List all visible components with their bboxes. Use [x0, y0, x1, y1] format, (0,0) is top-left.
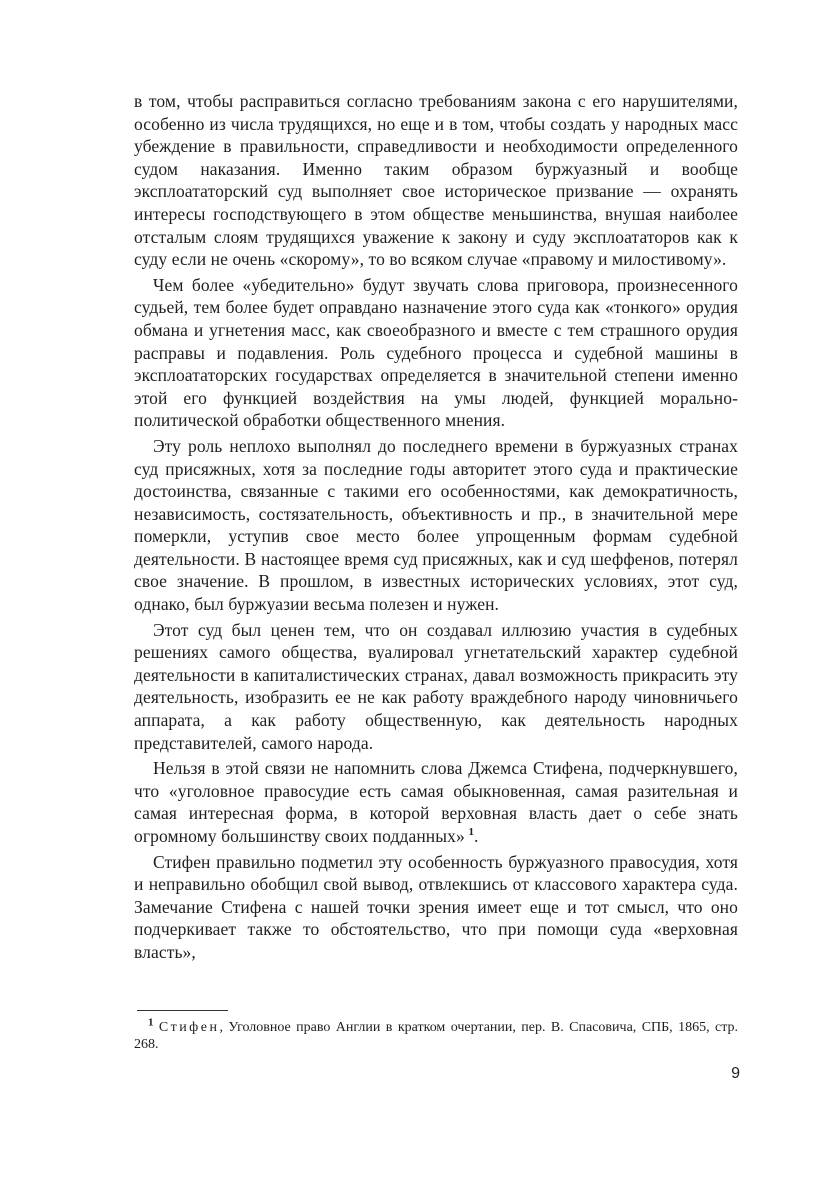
- footnote-reference: 1: [468, 826, 475, 839]
- paragraph-4: Этот суд был ценен тем, что он создавал иллюзию участия в судебных решениях самого общества, вуалировал угнетательский характер судебной деятельности в капиталистических странах, давал возможность прикрасить эту деятельность, изобразить ее не как работу враждебного народу чиновничьего аппарата, а как работу общественную, как деятельность народных представителей, самого народа.: [134, 619, 738, 753]
- footnote-text: , Уголовное право Англии в кратком очертании, пер. В. Спасовича, СПБ, 1865, стр. 268.: [134, 1020, 739, 1052]
- footnote-author: Стифен: [158, 1020, 220, 1035]
- footnote-divider: [137, 1010, 228, 1011]
- footnote-marker: 1: [148, 1016, 154, 1029]
- body-text: [134, 90, 738, 964]
- paragraph-5-text: Нельзя в этой связи не напомнить слова Джемса Стифена, подчеркнувшего, что «уголовное правосудие есть самая обыкновенная, самая разительная и самая интересная форма, в которой верховная власть дает о себе знать огромному большинству своих подданных»: [134, 758, 738, 846]
- paragraph-3: Эту роль неплохо выполнял до последнего времени в буржуазных странах суд присяжных, хотя за последние годы авторитет этого суда и практические достоинства, связанные с такими его особенностями, как демократичность, независимость, состязательность, объективность и пр., в значительной мере померкли, уступив свое место более упрощенным формам судебной деятельности. В настоящее время суд присяжных, как и суд шеффенов, потерял свое значение. В прошлом, в известных исторических условиях, этот суд, однако, был буржуазии весьма полезен и нужен.: [134, 435, 738, 615]
- paragraph-5: Нельзя в этой связи не напомнить слова Джемса Стифена, подчеркнувшего, что «уголовное правосудие есть самая обыкновенная, самая разительная и самая интересная форма, в которой верховная власть дает о себе знать огромному большинству своих подданных» $^1$.: [134, 758, 738, 846]
- paragraph-2: Чем более «убедительно» будут звучать слова приговора, произнесенного судьей, тем более будет оправдано назначение этого суда как «тонкого» орудия обмана и угнетения масс, как своеобразного и вместе с тем страшного орудия расправы и подавления. Роль судебного процесса и судебной машины в эксплоататорских государствах определяется в значительной степени именно этой его функцией воздействия на умы людей, функцией морально-политической обработки общественного мнения.: [134, 274, 738, 431]
- page-number: 9: [731, 1065, 740, 1082]
- footnote: [134, 1016, 739, 1053]
- paragraph-1: в том, чтобы расправиться согласно требованиям закона с его нарушителями, особенно из числа трудящихся, но еще и в том, чтобы создать у народных масс убеждение в правильности, справедливости и необходимости определенного судом наказания. Именно таким образом буржуазный и вообще эксплоататорский суд выполняет свое историческое призвание — охранять интересы господствующего в этом обществе меньшинства, внушая наиболее отсталым слоям трудящихся уважение к закону и суду эксплоататоров как к суду если не очень «скорому», то во всяком случае «правому и милостивому».: [134, 91, 738, 270]
- paragraph-6: Стифен правильно подметил эту особенность буржуазного правосудия, хотя и неправильно обобщил свой вывод, отвлекшись от классового характера суда. Замечание Стифена с нашей точки зрения имеет еще и тот смысл, что оно подчеркивает также то обстоятельство, что при помощи суда «верховная власть»,: [134, 851, 738, 962]
